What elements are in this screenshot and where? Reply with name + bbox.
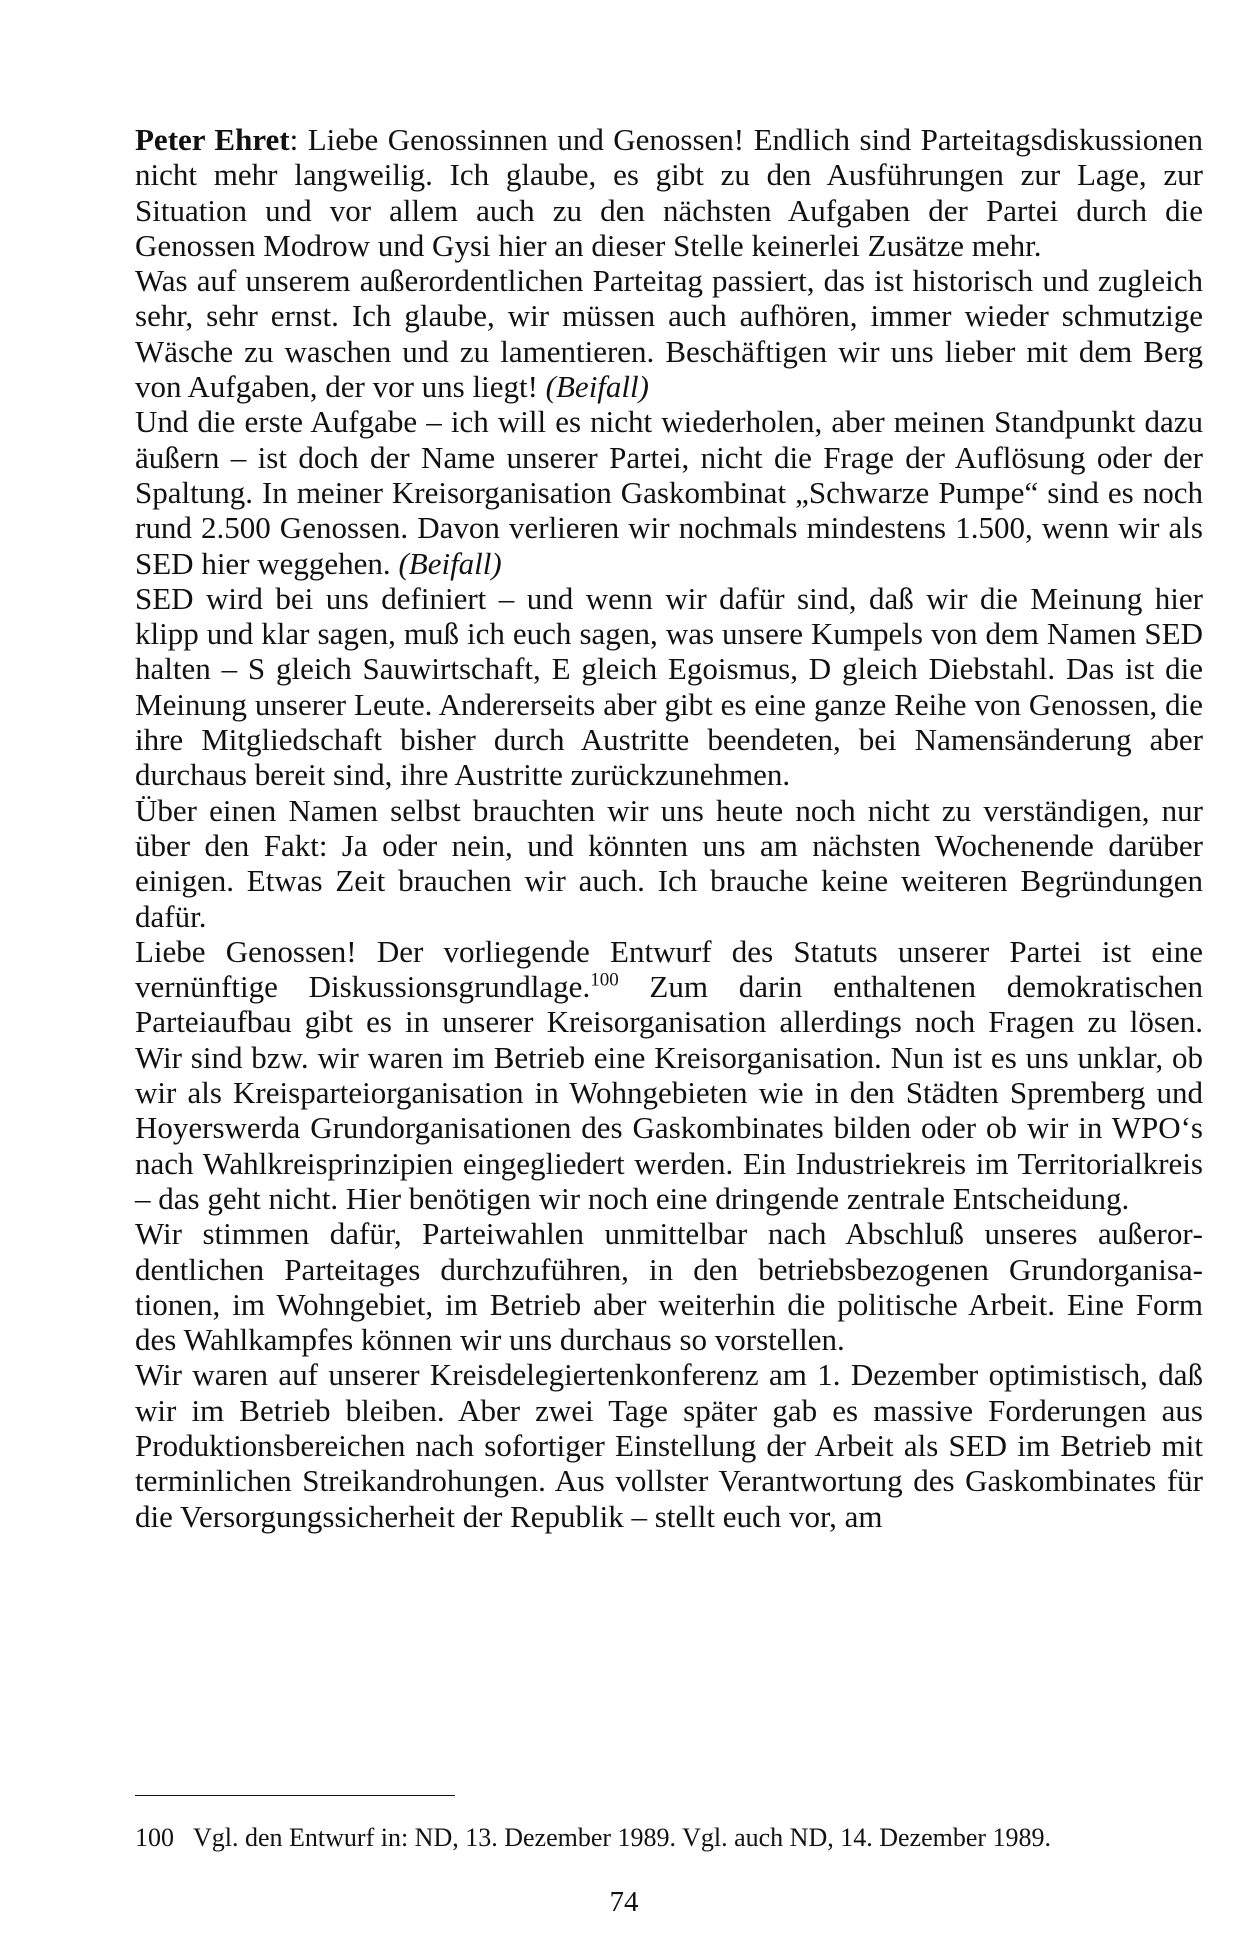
paragraph-text: Was auf unserem außerordentlichen Parteitag passiert, das ist historisch und zugleich sehr, sehr ernst. Ich glaube, wir müssen auch aufhören, immer wieder schmutzige Wäsche zu waschen und zu lamentieren. Beschäftigen wir uns lieber mit dem Berg von Aufgaben, der vor uns liegt!	[135, 263, 1203, 405]
paragraph-text: Zum darin enthaltenen demokratischen Parteiaufbau gibt es in unserer Kreisorganisation allerdings noch Fragen zu lösen. Wir sind bzw. wir waren im Betrieb eine Kreisorganisation. Nun ist es uns unklar, ob wir als Kreisparteiorganisation in Wohngebieten wie in den Städten Spremberg und Hoyerswerda Grundorganisationen des Gaskombinates bilden oder ob wir in WPO‘s nach Wahlkreisprinzipien eingegliedert werden. Ein Industriekreis im Territorialkreis – das geht nicht. Hier benötigen wir noch eine dringende zentrale Entscheidung.	[135, 969, 1203, 1216]
paragraph-text: : Liebe Genossinnen und Genossen! Endlich sind Parteitagsdiskussionen nicht mehr langweilig. Ich glaube, es gibt zu den Ausführungen zur Lage, zur Situation und vor allem auch zu den nächsten Aufgaben der Partei durch die Genossen Modrow und Gysi hier an dieser Stelle keinerlei Zusätze mehr.	[135, 122, 1204, 263]
footnote-text: Vgl. den Entwurf in: ND, 13. Dezember 1989. Vgl. auch ND, 14. Dezember 1989.	[193, 1823, 1052, 1852]
stage-note: (Beifall)	[545, 369, 649, 405]
stage-note: (Beifall)	[398, 545, 502, 581]
paragraph-text: Wir stimmen dafür, Parteiwahlen unmittelbar nach Abschluß unseres außerordentlichen Parteitages durchzuführen, in den betriebsbezogenen Grundorganisationen, im Wohngebiet, im Betrieb aber weiterhin die politische Arbeit. Eine Form des Wahlkampfes können wir uns durchaus so vorstellen.	[135, 1216, 1203, 1358]
paragraph-text: Über einen Namen selbst brauchten wir uns heute noch nicht zu verständigen, nur über den Fakt: Ja oder nein, und könnten uns am nächsten Wochenende darüber einigen. Etwas Zeit brauchen wir auch. Ich brauche keine weiteren Begründungen dafür.	[135, 792, 1203, 934]
footnote-reference: 100	[590, 969, 619, 991]
paragraph	[135, 1216, 1203, 1357]
paragraph	[135, 263, 1203, 404]
paragraph-text: SED wird bei uns definiert – und wenn wir dafür sind, daß wir die Meinung hier klipp und klar sagen, muß ich euch sagen, was unsere Kumpels von dem Namen SED halten – S gleich Sauwirtschaft, E gleich Egoismus, D gleich Diebstahl. Das ist die Meinung unserer Leute. Andererseits aber gibt es eine ganze Reihe von Genossen, die ihre Mitgliedschaft bisher durch Austritte beendeten, bei Namensänderung aber durchaus bereit sind, ihre Austritte zurückzunehmen.	[135, 580, 1203, 793]
footnote	[135, 1822, 1203, 1854]
paragraph	[135, 1357, 1203, 1533]
paragraph	[135, 404, 1203, 580]
page-number: 74	[609, 1886, 639, 1918]
paragraph	[135, 934, 1203, 1216]
paragraph	[135, 122, 1203, 263]
body-text	[135, 122, 1203, 1534]
footnote-separator	[135, 1795, 455, 1796]
speaker-name: Peter Ehret	[135, 122, 290, 157]
footnote-number: 100	[135, 1823, 174, 1852]
paragraph	[135, 581, 1203, 793]
paragraph-text: Wir waren auf unserer Kreisdelegiertenkonferenz am 1. Dezember optimistisch, daß wir im Betrieb bleiben. Aber zwei Tage später gab es massive Forderungen aus Produktionsbereichen nach sofortiger Einstellung der Arbeit als SED im Betrieb mit terminlichen Streikandrohungen. Aus vollster Verantwortung des Gaskombinates für die Versorgungssicherheit der Republik – stellt euch vor, am	[135, 1357, 1203, 1534]
paragraph	[135, 793, 1203, 934]
paragraph-text: Und die erste Aufgabe – ich will es nicht wiederholen, aber meinen Standpunkt dazu äußern – ist doch der Name unserer Partei, nicht die Frage der Auflösung oder der Spaltung. In meiner Kreisorganisation Gaskombinat „Schwarze Pumpe“ sind es noch rund 2.500 Genossen. Davon verlieren wir nochmals mindestens 1.500, wenn wir als SED hier weggehen.	[135, 404, 1203, 581]
paragraph-text: Liebe Genossen! Der vorliegende Entwurf des Statuts unserer Partei ist eine vernünftige Diskussionsgrundlage.	[135, 933, 1203, 1005]
